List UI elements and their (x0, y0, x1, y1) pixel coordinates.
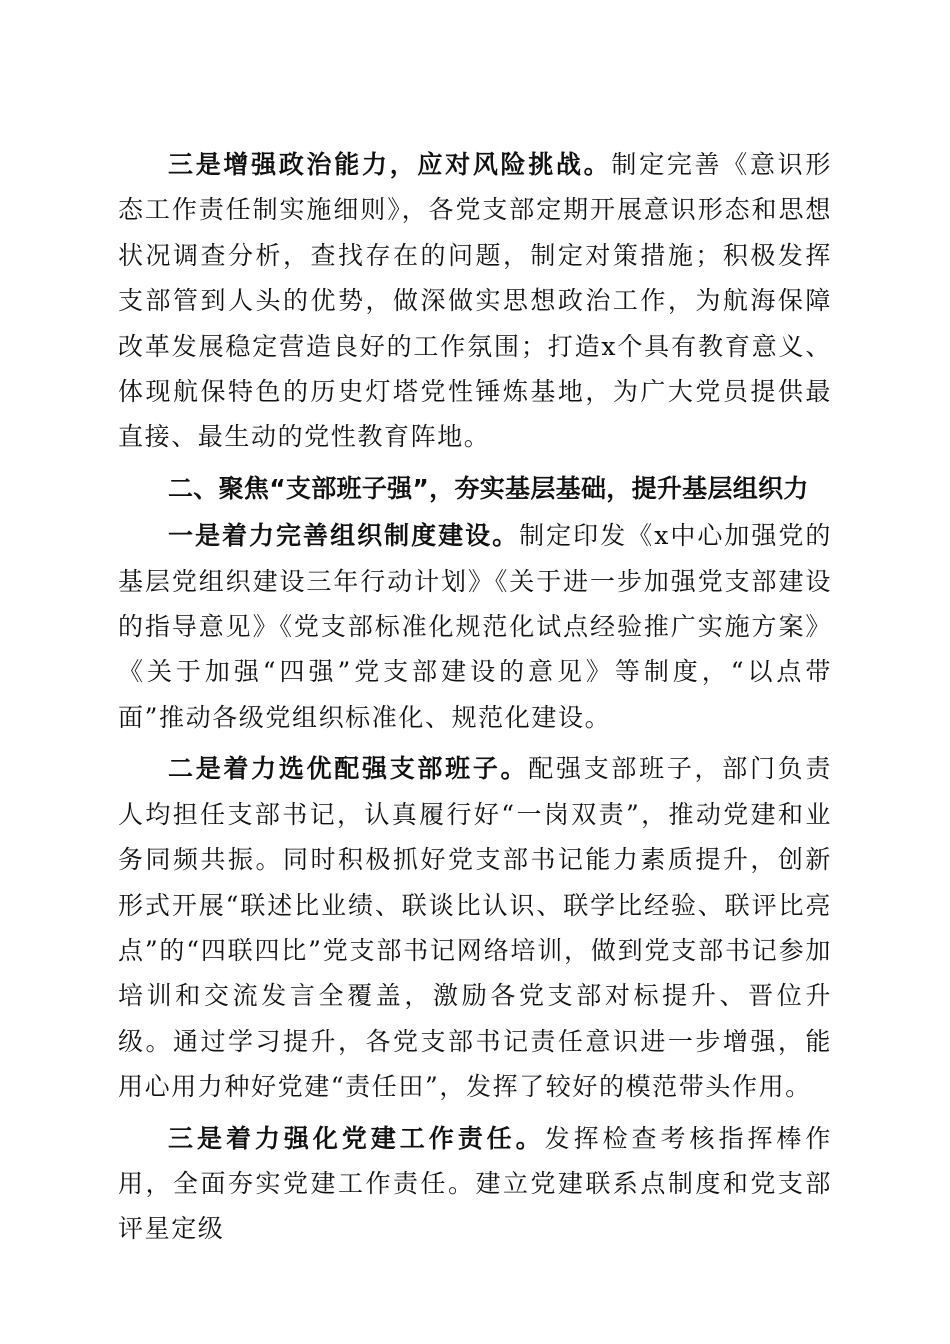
paragraph-political-ability (118, 142, 832, 460)
section-heading: 二、聚焦“支部班子强”，夯实基层基础，提升基层组织力 (168, 473, 809, 503)
paragraph-branch-leadership (118, 746, 832, 1109)
paragraph-organization-system (118, 513, 832, 740)
paragraph-lead: 三是增强政治能力，应对风险挑战。 (168, 150, 612, 179)
paragraph-text: 发挥检查考核指挥棒作用，全面夯实党建工作责任。建立党建联系点制度和党支部评星定级 (118, 1123, 832, 1244)
paragraph-text: 制定完善《意识形态工作责任制实施细则》，各党支部定期开展意识形态和思想状况调查分析，查找存在的问题，制定对策措施；积极发挥支部管到人头的优势，做深做实思想政治工作，为航海保障改革发展稳定营造良好的工作氛围；打造x个具有教育意义、体现航保特色的历史灯塔党性锤炼基地，为广大党员提供最直接、最生动的党性教育阵地。 (118, 150, 832, 452)
paragraph-lead: 三是着力强化党建工作责任。 (168, 1123, 545, 1153)
document-body (118, 142, 832, 1252)
paragraph-text: 配强支部班子，部门负责人均担任支部书记，认真履行好“一岗双责”，推动党建和业务同频共振。同时积极抓好党支部书记能力素质提升，创新形式开展“联述比业绩、联谈比认识、联学比经验、联评比亮点”的“四联四比”党支部书记网络培训，做到党支部书记参加培训和交流发言全覆盖，激励各党支部对标提升、晋位升级。通过学习提升，各党支部书记责任意识进一步增强，能用心用力种好党建“责任田”，发挥了较好的模范带头作用。 (118, 754, 832, 1102)
paragraph-party-responsibility (118, 1116, 832, 1252)
paragraph-text: 制定印发《x中心加强党的基层党组织建设三年行动计划》《关于进一步加强党支部建设的指导意见》《党支部标准化规范化试点经验推广实施方案》《关于加强“四强”党支部建设的意见》等制度，“以点带面”推动各级党组织标准化、规范化建设。 (118, 521, 832, 732)
paragraph-lead: 二是着力选优配强支部班子。 (168, 754, 529, 784)
paragraph-lead: 一是着力完善组织制度建设。 (168, 521, 520, 551)
